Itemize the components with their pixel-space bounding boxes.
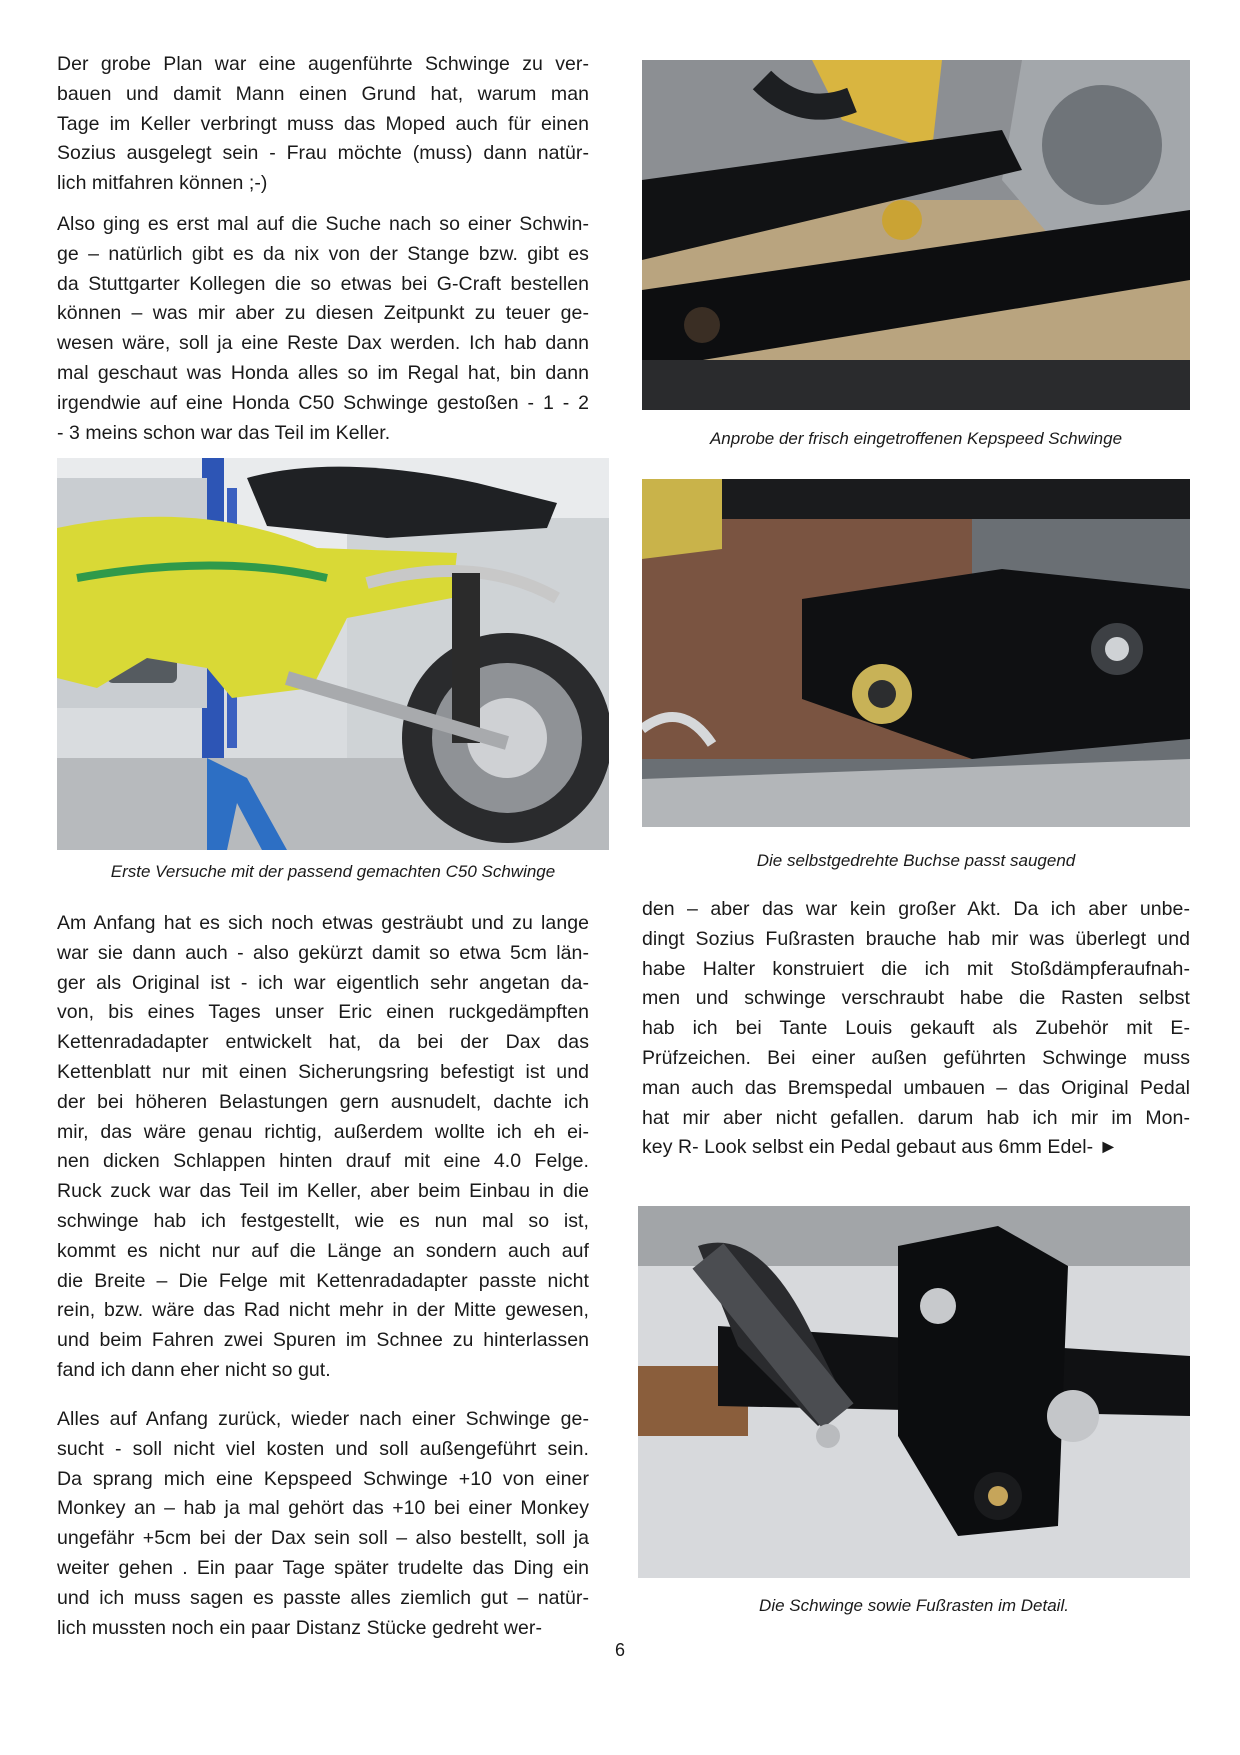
text-line: fand ich dann eher nicht so gut. xyxy=(57,1358,331,1381)
text-line: mir, das wäre genau richtig, außerdem wollte ich eh ei- xyxy=(57,1120,589,1143)
text-line: Prüfzeichen. Bei einer außen geführten Schwinge muss xyxy=(642,1046,1190,1069)
paragraph-search xyxy=(57,210,589,448)
text-line: lich mussten noch ein paar Distanz Stücke gedreht wer- xyxy=(57,1616,543,1639)
text-line: Tage im Keller verbringt muss das Moped auch für einen xyxy=(57,112,589,135)
caption-footrest-detail: Die Schwinge sowie Fußrasten im Detail. xyxy=(759,1596,1069,1615)
photo-bushing xyxy=(642,479,1190,827)
text-line: Am Anfang hat es sich noch etwas gesträubt und zu lange xyxy=(57,912,589,934)
text-line: da Stuttgarter Kollegen die so etwas bei G-Craft bestellen xyxy=(57,272,589,295)
text-line: Monkey an – hab ja mal gehört das +10 bei einer Monkey xyxy=(57,1497,589,1520)
photo-c50-swingarm xyxy=(57,458,609,850)
text-line: lich mitfahren können ;-) xyxy=(57,172,268,195)
text-line: war sie dann auch - also gekürzt damit so etwa 5cm län- xyxy=(57,941,589,964)
text-line: rein, bzw. wäre das Rad nicht mehr in der Mitte gewesen, xyxy=(57,1299,589,1322)
text-line: weiter gehen . Ein paar Tage später trudelte das Ding ein xyxy=(57,1556,589,1579)
text-line: mal geschaut was Honda alles so im Regal hat, bin dann xyxy=(57,361,589,384)
text-line: Da sprang mich eine Kepspeed Schwinge +10 von einer xyxy=(57,1467,589,1490)
text-line: ungefähr +5cm bei der Dax sein soll – also bestellt, soll ja xyxy=(57,1527,589,1550)
paragraph-kepspeed xyxy=(57,1405,589,1643)
text-line: hat mir aber nicht gefallen. darum hab ich mir im Mon- xyxy=(642,1106,1190,1129)
text-line: sucht - soll nicht viel kosten und soll außengeführt sein. xyxy=(57,1437,589,1460)
text-line: können – was mir aber zu diesen Zeitpunkt zu teuer ge- xyxy=(57,302,589,325)
text-line: Kettenblatt nur mit einen Sicherungsring befestigt ist und xyxy=(57,1060,589,1083)
photo-footrest-detail xyxy=(638,1206,1190,1578)
text-line: Also ging es erst mal auf die Suche nach so einer Schwin- xyxy=(57,213,589,235)
text-line: Kettenradadapter entwickelt hat, da bei der Dax das xyxy=(57,1031,589,1054)
text-line: und beim Fahren zwei Spuren im Schnee zu hinterlassen xyxy=(57,1329,589,1352)
text-line: dingt Sozius Fußrasten brauche hab mir was überlegt und xyxy=(642,927,1190,950)
text-line: Ruck zuck war das Teil im Keller, aber beim Einbau in die xyxy=(57,1180,589,1203)
text-line: - 3 meins schon war das Teil im Keller. xyxy=(57,421,391,444)
text-line: schwinge hab ich festgestellt, wie es nun mal so ist, xyxy=(57,1209,589,1232)
text-line: und ich muss sagen es passte alles ziemlich gut – natür- xyxy=(57,1586,589,1609)
paragraph-intro xyxy=(57,50,589,199)
text-line: key R- Look selbst ein Pedal gebaut aus 6mm Edel- ► xyxy=(642,1136,1119,1159)
paragraph-footrests xyxy=(642,895,1190,1163)
text-line: Alles auf Anfang zurück, wieder nach einer Schwinge ge- xyxy=(57,1408,589,1430)
text-line: bauen und damit Mann einen Grund hat, warum man xyxy=(57,82,589,105)
caption-c50-swingarm: Erste Versuche mit der passend gemachten C50 Schwinge xyxy=(110,862,556,881)
text-line: nen dicken Schlappen hinten drauf mit eine 4.0 Felge. xyxy=(57,1150,589,1173)
text-line: Sozius ausgelegt sein - Frau möchte (muss) dann natür- xyxy=(57,142,589,165)
text-line: irgendwie auf eine Honda C50 Schwinge gestoßen - 1 - 2 xyxy=(57,391,589,414)
text-line: den – aber das war kein großer Akt. Da ich aber unbe- xyxy=(642,898,1190,920)
text-line: men und schwinge verschraubt habe die Rasten selbst xyxy=(642,987,1190,1010)
text-line: die Breite – Die Felge mit Kettenradadapter passte nicht xyxy=(57,1269,589,1292)
page-number: 6 xyxy=(614,1640,625,1660)
text-line: habe Halter konstruiert die ich mit Stoßdämpferaufnah- xyxy=(642,957,1190,980)
caption-bushing: Die selbstgedrehte Buchse passt saugend xyxy=(756,851,1076,870)
paragraph-chain-adapter xyxy=(57,909,589,1386)
text-line: der bei höheren Belastungen gern ausnudelt, dachte ich xyxy=(57,1090,589,1113)
text-line: wesen wäre, soll ja eine Reste Dax werden. Ich hab dann xyxy=(57,332,589,355)
text-line: ge – natürlich gibt es da nix von der Stange bzw. gibt es xyxy=(57,242,589,265)
text-line: von, bis eines Tages unser Eric einen ruckgedämpften xyxy=(57,1001,589,1024)
photo-kepspeed-fitting xyxy=(642,60,1190,410)
text-line: ger als Original ist - ich war eigentlich sehr angetan da- xyxy=(57,971,589,994)
text-line: man auch das Bremspedal umbauen – das Original Pedal xyxy=(642,1076,1190,1099)
caption-kepspeed-fitting: Anprobe der frisch eingetroffenen Kepspeed Schwinge xyxy=(709,429,1123,448)
text-line: Der grobe Plan war eine augenführte Schwinge zu ver- xyxy=(57,53,589,75)
text-line: hab ich bei Tante Louis gekauft als Zubehör mit E- xyxy=(642,1017,1190,1040)
text-line: kommt es nicht nur auf die Länge an sondern auch auf xyxy=(57,1239,589,1262)
